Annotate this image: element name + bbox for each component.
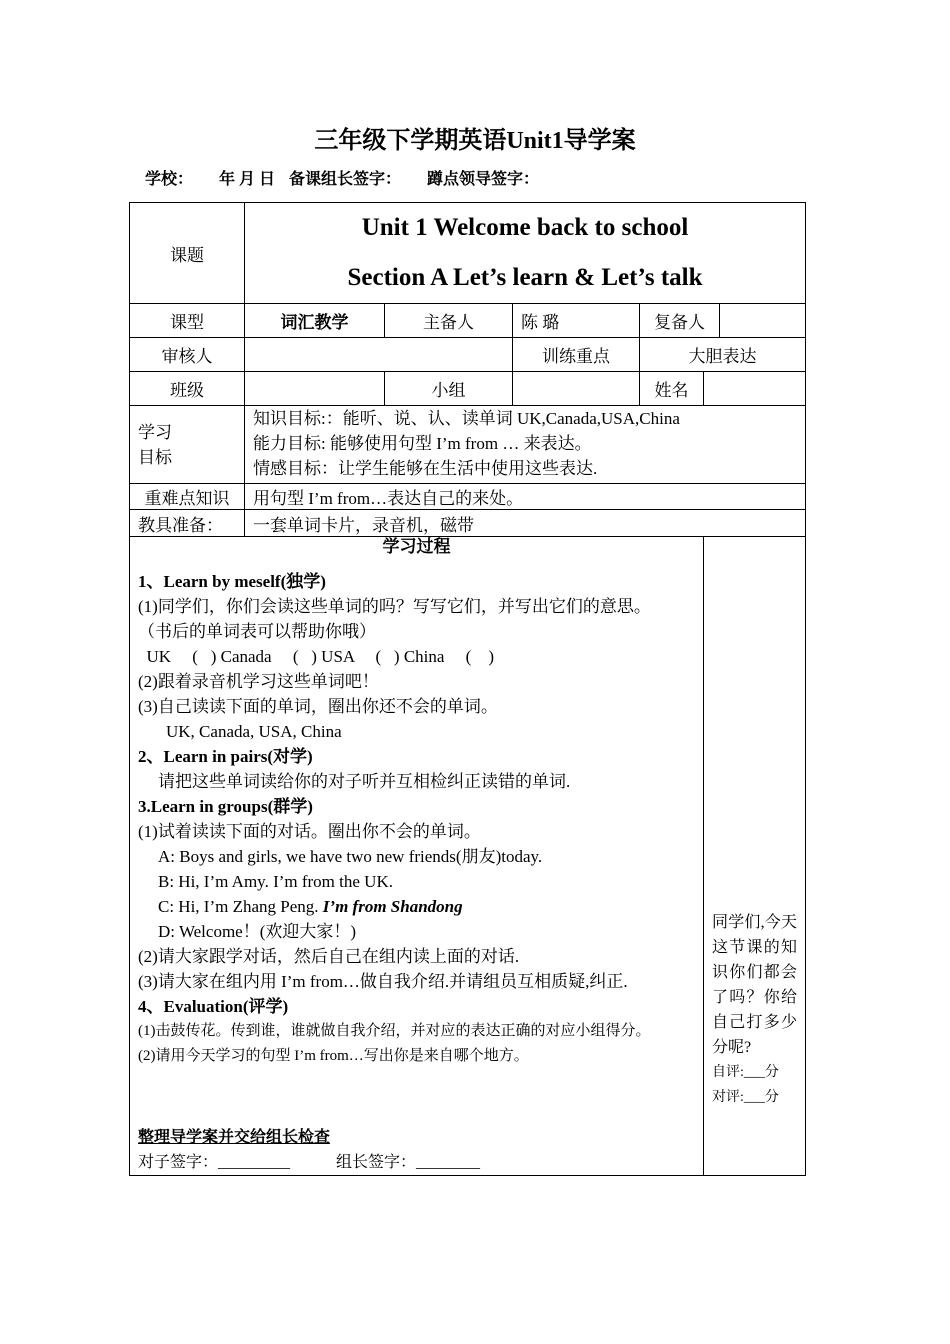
key-points-value: 用句型 I’m from…表达自己的来处。	[245, 484, 806, 510]
topic-label: 课题	[130, 203, 245, 304]
dialogue-c: C: Hi, I’m Zhang Peng. I’m from Shandong	[158, 897, 463, 916]
name-value	[704, 372, 806, 406]
section1-line2: （书后的单词表可以帮助你哦）	[138, 622, 376, 641]
objectives-label	[130, 406, 245, 484]
section4-line1: (1)击鼓传花。传到谁，谁就做自我介绍，并对应的表达正确的对应小组得分。	[138, 1023, 651, 1039]
section4-line2: (2)请用今天学习的句型 I’m from…写出你是来自哪个地方。	[138, 1048, 529, 1064]
materials-label: 教具准备：	[130, 510, 245, 537]
section3-title: 3.Learn in groups(群学)	[138, 797, 313, 816]
document-title: 三年级下学期英语Unit1导学案	[314, 128, 636, 154]
objectives-label-line2: 目标	[138, 447, 172, 467]
group-label: 小组	[385, 372, 513, 406]
process-heading: 学习过程	[382, 537, 451, 556]
topic-cell	[245, 203, 806, 304]
word-list: UK, Canada, USA, China	[166, 722, 342, 741]
topic-section: Section A Let’s learn & Let’s talk	[347, 264, 703, 291]
leader-sign-label: 蹲点领导签字：	[427, 171, 540, 188]
section3-line3: (3)请大家在组内用 I’m from…做自我介绍.并请组员互相质疑,纠正.	[138, 972, 628, 991]
materials-value: 一套单词卡片，录音机，磁带	[245, 510, 806, 537]
type-label: 课型	[130, 304, 245, 338]
section4-title: 4、Evaluation(评学)	[138, 997, 289, 1016]
co-preparer-value	[720, 304, 806, 338]
lesson-plan-table	[129, 202, 806, 1176]
type-value: 词汇教学	[245, 304, 385, 338]
class-value	[245, 372, 385, 406]
preparer-value: 陈 璐	[513, 304, 640, 338]
word-blanks: UK ( ) Canada ( ) USA ( ) China ( )	[138, 647, 494, 666]
dialogue-d: D: Welcome！(欢迎大家！)	[158, 922, 357, 941]
section2-title: 2、Learn in pairs(对学)	[138, 747, 313, 766]
emotion-objective: 情感目标：让学生能够在生活中使用这些表达.	[253, 459, 598, 478]
submit-instruction: 整理导学案并交给组长检查	[138, 1129, 331, 1146]
group-value	[513, 372, 640, 406]
pair-sign-label: 对子签字：_________	[138, 1154, 291, 1171]
section3-line1: (1)试着读读下面的对话。圈出你不会的单词。	[138, 822, 481, 841]
section1-line1: (1)同学们，你们会读这些单词的吗？写写它们，并写出它们的意思。	[138, 597, 651, 616]
signature-header	[145, 166, 553, 189]
group-leader-sign-line: 组长签字：________	[336, 1154, 481, 1171]
self-evaluation-prompt: 同学们,今天这节课的知识你们都会了吗？你给自己打多少分呢?	[712, 914, 797, 1056]
dialogue-b: B: Hi, I’m Amy. I’m from the UK.	[158, 872, 393, 891]
training-focus-value: 大胆表达	[640, 338, 806, 372]
name-label: 姓名	[640, 372, 704, 406]
section2-line1: 请把这些单词读给你的对子听并互相检纠正读错的单词.	[158, 772, 571, 791]
training-focus-label: 训练重点	[513, 338, 640, 372]
school-label: 学校：	[145, 171, 194, 188]
date-label: 年 月 日	[219, 171, 276, 188]
section1-line4: (2)跟着录音机学习这些单词吧！	[138, 672, 379, 691]
footer-signatures	[138, 1150, 695, 1175]
self-score-label: 自评:___分	[712, 1065, 779, 1080]
learning-process-cell	[130, 537, 704, 1176]
preparer-label: 主备人	[385, 304, 513, 338]
self-evaluation-cell	[704, 537, 806, 1176]
objectives-label-line1: 学习	[138, 422, 172, 442]
section1-title: 1、Learn by meself(独学)	[138, 572, 326, 591]
group-leader-sign-label: 备课组长签字：	[289, 171, 402, 188]
section3-line2: (2)请大家跟学对话，然后自己在组内读上面的对话.	[138, 947, 520, 966]
dialogue-a: A: Boys and girls, we have two new friends(朋友)today.	[158, 847, 543, 866]
section1-line5: (3)自己读读下面的单词，圈出你还不会的单词。	[138, 697, 498, 716]
reviewer-value	[245, 338, 513, 372]
class-label: 班级	[130, 372, 245, 406]
reviewer-label: 审核人	[130, 338, 245, 372]
objectives-cell	[245, 406, 806, 484]
key-points-label: 重难点知识	[130, 484, 245, 510]
knowledge-objective: 知识目标:：能听、说、认、读单词 UK,Canada,USA,China	[253, 409, 680, 428]
peer-score-label: 对评:___分	[712, 1090, 779, 1105]
topic-title: Unit 1 Welcome back to school	[361, 214, 689, 241]
co-preparer-label: 复备人	[640, 304, 720, 338]
ability-objective: 能力目标: 能够使用句型 I’m from … 来表达。	[253, 434, 592, 453]
